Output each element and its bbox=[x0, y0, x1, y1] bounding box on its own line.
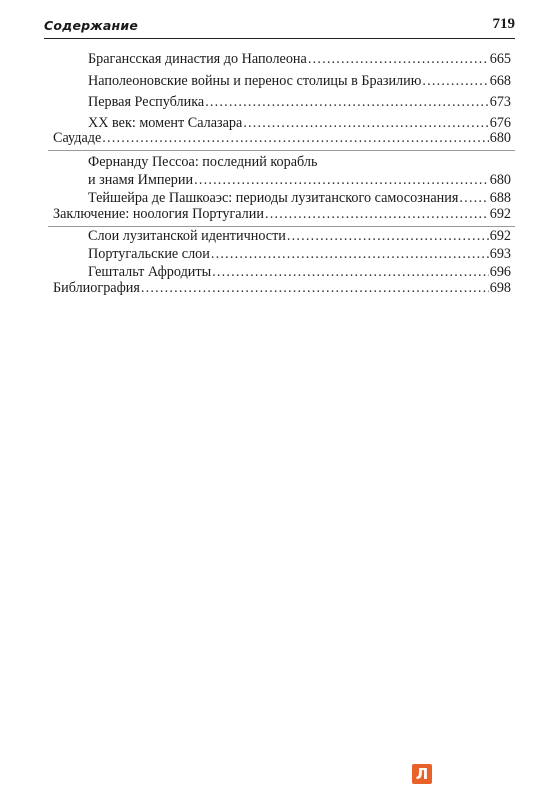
dot-leader bbox=[205, 93, 489, 111]
toc-section-title: Библиография bbox=[53, 280, 140, 296]
toc-entry-page: 696 bbox=[489, 264, 511, 280]
toc-entry-title: Гештальт Афродиты bbox=[88, 264, 212, 280]
toc-entry-page: 693 bbox=[489, 246, 511, 262]
toc-entry-title: и знамя Империи bbox=[88, 172, 194, 188]
toc-entry bbox=[88, 72, 511, 90]
toc-entry-title: Наполеоновские войны и перенос столицы в Бразилию bbox=[88, 73, 422, 89]
page-number: 719 bbox=[492, 16, 515, 32]
toc-entry-title: Португальские слои bbox=[88, 246, 210, 262]
dot-leader bbox=[422, 72, 488, 90]
dot-leader bbox=[265, 205, 489, 223]
toc-entry-page: 673 bbox=[489, 94, 511, 110]
toc-section-title: Саудаде bbox=[53, 130, 102, 146]
toc-entry-page: 676 bbox=[489, 115, 511, 131]
toc-entry bbox=[88, 245, 511, 263]
toc-section bbox=[53, 279, 511, 297]
toc-entry-title: Тейшейра де Пашкоаэс: периоды лузитанского самосознания bbox=[88, 190, 459, 206]
dot-leader bbox=[308, 50, 489, 68]
toc-entry-page: 680 bbox=[489, 172, 511, 188]
publisher-logo-icon: Л bbox=[412, 764, 432, 784]
dot-leader bbox=[194, 171, 489, 189]
toc-entry bbox=[88, 227, 511, 245]
toc-entry-page: 688 bbox=[489, 190, 511, 206]
section-divider bbox=[48, 150, 515, 151]
running-head: Содержание bbox=[44, 18, 139, 33]
toc-entry-title-line1: Фернанду Пессоа: последний корабль bbox=[88, 154, 318, 170]
dot-leader bbox=[141, 279, 489, 297]
header-rule bbox=[44, 38, 515, 39]
toc-section bbox=[53, 129, 511, 147]
toc-section-title: Заключение: ноология Португалии bbox=[53, 206, 264, 222]
toc-entry-title: XX век: момент Салазара bbox=[88, 115, 243, 131]
toc-section-page: 698 bbox=[489, 280, 511, 296]
toc-entry-title: Первая Республика bbox=[88, 94, 205, 110]
toc-section-page: 692 bbox=[489, 206, 511, 222]
dot-leader bbox=[211, 245, 489, 263]
toc-entry-page: 668 bbox=[489, 73, 511, 89]
toc-entry bbox=[88, 50, 511, 68]
toc-entry bbox=[88, 93, 511, 111]
toc-entry-page: 665 bbox=[489, 51, 511, 67]
toc-entry bbox=[88, 171, 511, 189]
toc-section-page: 680 bbox=[489, 130, 511, 146]
toc-entry-title: Брагансская династия до Наполеона bbox=[88, 51, 307, 67]
dot-leader bbox=[287, 227, 489, 245]
toc-entry-title: Слои лузитанской идентичности bbox=[88, 228, 286, 244]
toc-entry-page: 692 bbox=[489, 228, 511, 244]
toc-section bbox=[53, 205, 511, 223]
dot-leader bbox=[102, 129, 488, 147]
